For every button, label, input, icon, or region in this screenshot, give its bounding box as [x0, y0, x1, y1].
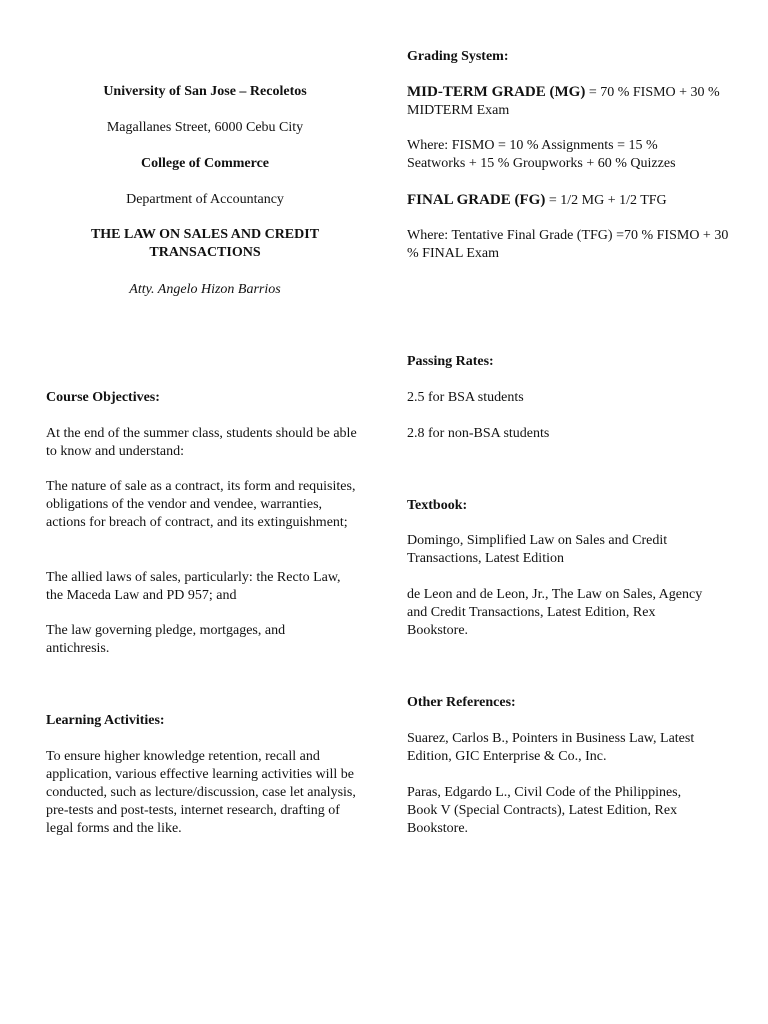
textbook-item: Domingo, Simplified Law on Sales and Credit Transactions, Latest Edition — [407, 533, 668, 566]
learning-activities-text: To ensure higher knowledge retention, recall and application, various effective learning activities will be conducted, such as lecture/discussion, case let analysis, pre-tests and post-tests, internet research, drafting of legal forms and the like. — [46, 749, 356, 836]
midterm-grade-formula — [407, 83, 723, 120]
tfg-formula: Where: Tentative Final Grade (TFG) =70 % FISMO + 30 % FINAL Exam — [407, 228, 729, 261]
instructor-name: Atty. Angelo Hizon Barrios — [129, 282, 281, 297]
midterm-grade-expression: = 70 % FISMO + 30 % MIDTERM Exam — [407, 85, 720, 118]
passing-rate-bsa: 2.5 for BSA students — [407, 390, 524, 405]
passing-rates-heading: Passing Rates: — [407, 354, 494, 369]
midterm-grade-label: MID-TERM GRADE (MG) — [407, 84, 586, 100]
department-name: Department of Accountancy — [126, 192, 284, 207]
fismo-formula: Where: FISMO = 10 % Assignments = 15 % Seatworks + 15 % Groupworks + 60 % Quizzes — [407, 138, 676, 171]
college-name: College of Commerce — [140, 156, 270, 171]
reference-item: Suarez, Carlos B., Pointers in Business Law, Latest Edition, GIC Enterprise & Co., Inc. — [407, 731, 695, 764]
course-objectives-heading: Course Objectives: — [46, 390, 160, 405]
objective-item: The law governing pledge, mortgages, and antichresis. — [46, 623, 286, 656]
course-title: THE LAW ON SALES AND CREDIT TRANSACTIONS — [90, 227, 320, 260]
course-objectives-intro: At the end of the summer class, students should be able to know and understand: — [46, 426, 357, 459]
other-references-heading: Other References: — [407, 695, 516, 710]
passing-rate-non-bsa: 2.8 for non-BSA students — [407, 426, 550, 441]
final-grade-formula — [407, 191, 729, 210]
objective-item: The allied laws of sales, particularly: the Recto Law, the Maceda Law and PD 957; and — [46, 570, 341, 603]
grading-system-heading: Grading System: — [407, 49, 509, 64]
objective-item: The nature of sale as a contract, its form and requisites, obligations of the vendor and vendee, warranties, actions for breach of contract, and its extinguishment; — [46, 479, 356, 530]
textbook-item: de Leon and de Leon, Jr., The Law on Sales, Agency and Credit Transactions, Latest Edition, Rex Bookstore. — [407, 587, 703, 638]
reference-item: Paras, Edgardo L., Civil Code of the Philippines, Book V (Special Contracts), Latest Edition, Rex Bookstore. — [407, 785, 682, 836]
learning-activities-heading: Learning Activities: — [46, 713, 165, 728]
textbook-heading: Textbook: — [407, 498, 468, 513]
final-grade-expression: = 1/2 MG + 1/2 TFG — [545, 193, 667, 208]
university-name: University of San Jose – Recoletos — [103, 84, 307, 99]
final-grade-label: FINAL GRADE (FG) — [407, 192, 546, 208]
university-address: Magallanes Street, 6000 Cebu City — [106, 120, 304, 135]
